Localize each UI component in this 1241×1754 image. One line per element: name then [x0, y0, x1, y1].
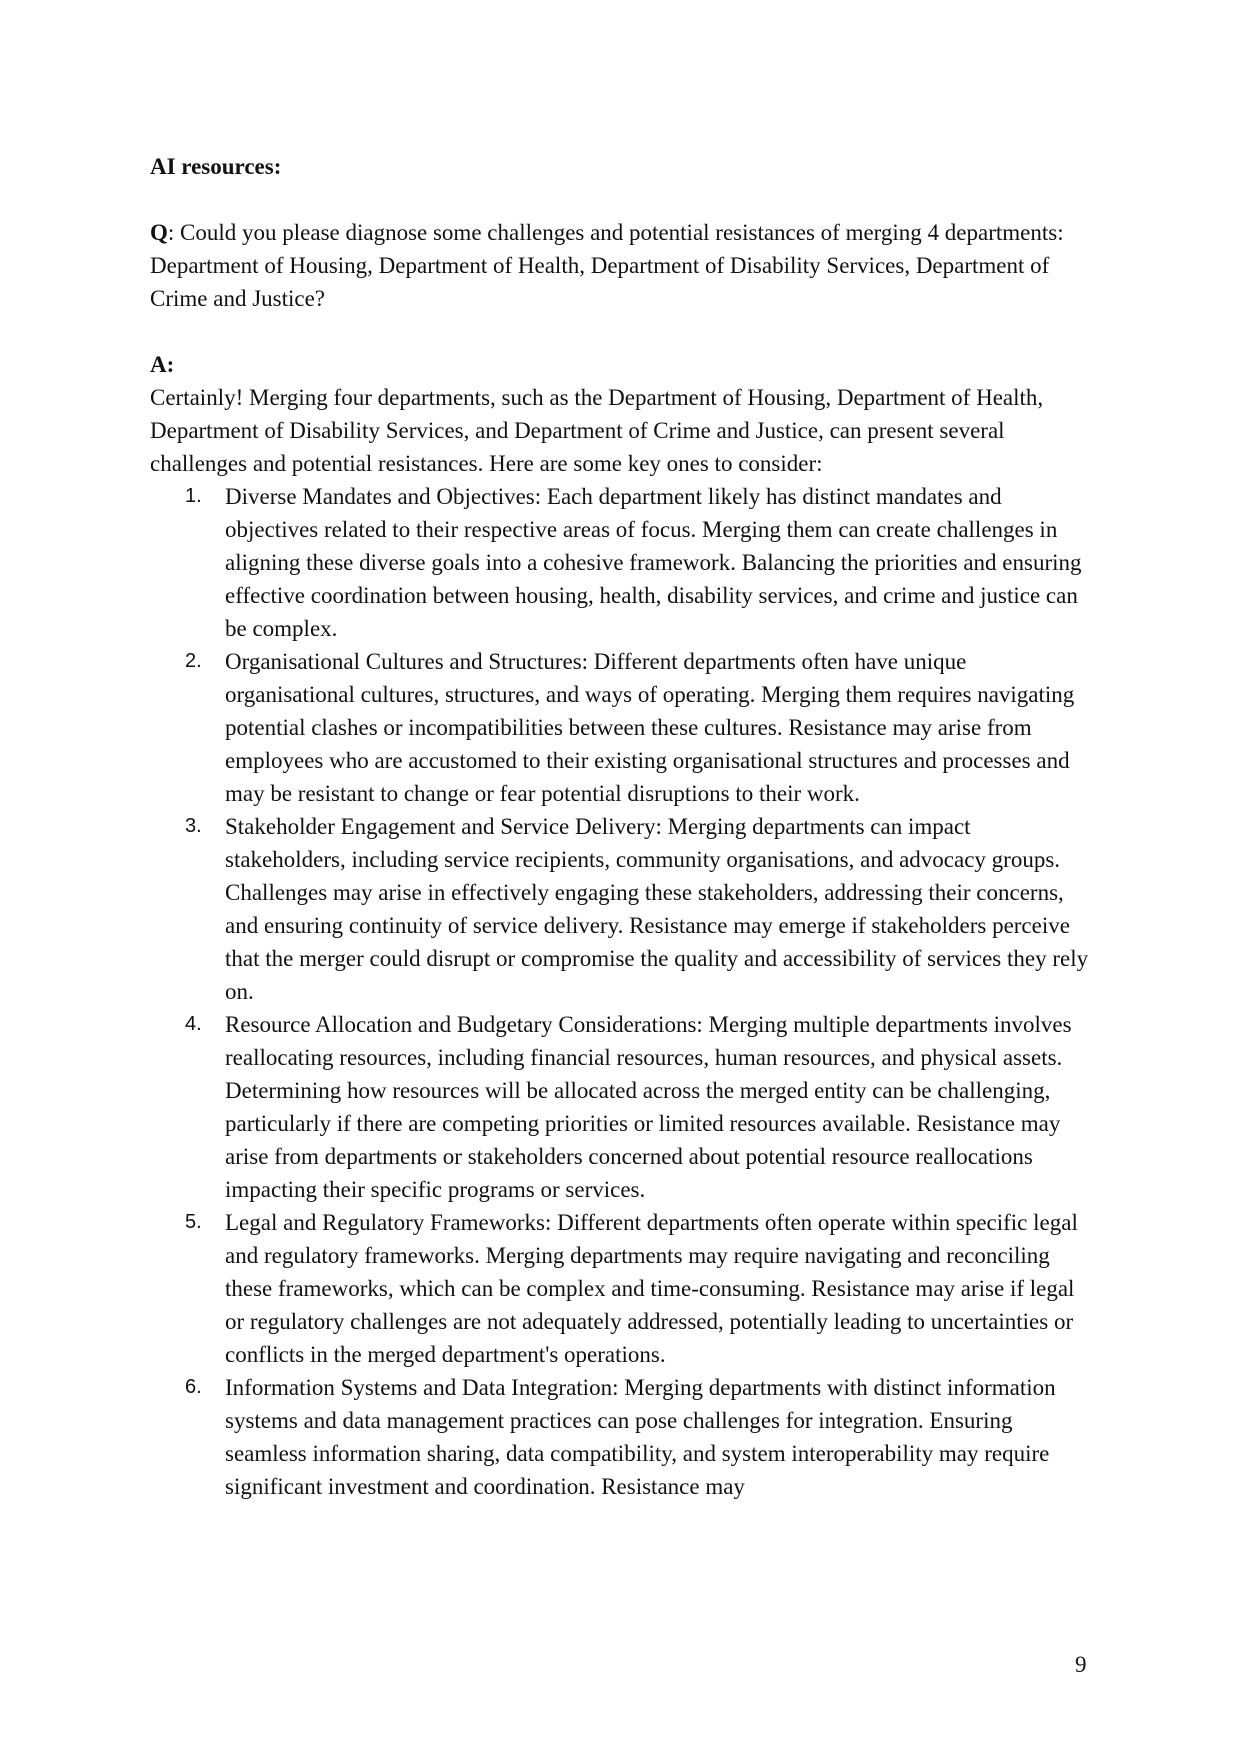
list-item-text: Stakeholder Engagement and Service Delivery: Merging departments can impact stakeholders, including service recipients, community organisations, and advocacy groups. Challenges may arise in effectively engaging these stakeholders, addressing their concerns, and ensuring continuity of service delivery. Resistance may emerge if stakeholders perceive that the merger could disrupt or compromise the quality and accessibility of services they rely on. [225, 814, 1089, 1004]
list-item-text: Diverse Mandates and Objectives: Each department likely has distinct mandates and objectives related to their respective areas of focus. Merging them can create challenges in aligning these diverse goals into a cohesive framework. Balancing the priorities and ensuring effective coordination between housing, health, disability services, and crime and justice can be complex. [225, 484, 1082, 641]
list-item-text: Information Systems and Data Integration: Merging departments with distinct information systems and data management practices can pose challenges for integration. Ensuring seamless information sharing, data compatibility, and system interoperability may require significant investment and coordination. Resistance may [225, 1375, 1056, 1499]
list-item-number: 5. [185, 1211, 202, 1233]
spacer [150, 183, 1095, 216]
list-item-text: Resource Allocation and Budgetary Considerations: Merging multiple departments involves reallocating resources, including financial resources, human resources, and physical assets. Determining how resources will be allocated across the merged entity can be challenging, particularly if there are competing priorities or limited resources available. Resistance may arise from departments or stakeholders concerned about potential resource reallocations impacting their specific programs or services. [225, 1012, 1072, 1202]
section-heading: AI resources: [150, 154, 282, 179]
question-label: Q [150, 220, 168, 245]
answer-intro: Certainly! Merging four departments, such as the Department of Housing, Department of Health, Department of Disability Services, and Department of Crime and Justice, can present several challenges and potential resistances. Here are some key ones to consider: [150, 385, 1044, 476]
list-item-number: 6. [185, 1376, 202, 1398]
list-item-number: 1. [185, 485, 202, 507]
list-item-number: 3. [185, 815, 202, 837]
question-paragraph [150, 216, 1095, 315]
answer-label: A: [150, 352, 175, 377]
question-text: : Could you please diagnose some challenges and potential resistances of merging 4 departments: Department of Housing, Department of Health, Department of Disability Services, Department of Crime and Justice? [150, 220, 1064, 311]
list-item [150, 480, 1095, 645]
list-item-text: Organisational Cultures and Structures: Different departments often have unique organisational cultures, structures, and ways of operating. Merging them requires navigating potential clashes or incompatibilities between these cultures. Resistance may arise from employees who are accustomed to their existing organisational structures and processes and may be resistant to change or fear potential disruptions to their work. [225, 649, 1075, 806]
list-item [150, 1206, 1095, 1371]
list-item [150, 1008, 1095, 1206]
page-number: 9 [1075, 1652, 1087, 1677]
document-page [150, 150, 1095, 1503]
list-item [150, 645, 1095, 810]
spacer [150, 315, 1095, 348]
list-item-number: 2. [185, 650, 202, 672]
list-item-number: 4. [185, 1013, 202, 1035]
list-item [150, 1371, 1095, 1503]
challenge-list [150, 480, 1095, 1503]
list-item-text: Legal and Regulatory Frameworks: Different departments often operate within specific legal and regulatory frameworks. Merging departments may require navigating and reconciling these frameworks, which can be complex and time-consuming. Resistance may arise if legal or regulatory challenges are not adequately addressed, potentially leading to uncertainties or conflicts in the merged department's operations. [225, 1210, 1078, 1367]
list-item [150, 810, 1095, 1008]
